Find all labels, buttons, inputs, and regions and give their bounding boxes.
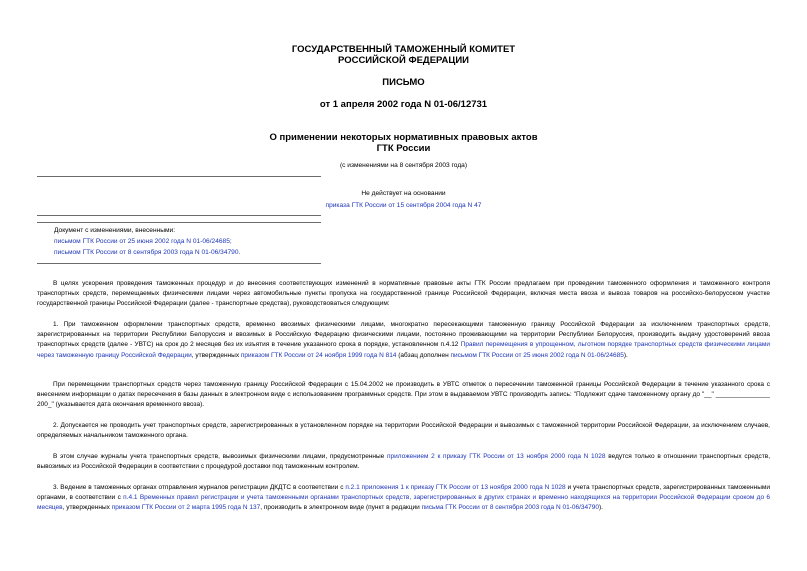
amendment-note: (с изменениями на 8 сентября 2003 года)	[339, 162, 468, 169]
org-name-line2: РОССИЙСКОЙ ФЕДЕРАЦИИ	[337, 55, 469, 66]
change-link-1[interactable]: письмом ГТК России от 25 июня 2002 года N 01-06/24685;	[54, 238, 232, 245]
paragraph-2: При перемещении транспортных средств через таможенную границу Российской Федерации с 15.04.2002 не производить в УВТС отметок о пересечении таможенной границы Российской Федерации в течение указанного срока с внесением информации о датах пересечения в базы данных в электронном виде с использованием программных средств. При этом в выдаваемом УВТС производить запись: "Подлежит сдаче таможенному органу до "__" _______________ 200_" (указывается дата окончания временного ввоза).	[37, 381, 770, 409]
status-text: Не действует на основании	[361, 190, 446, 197]
order-814-link[interactable]: приказом ГТК России от 24 ноября 1999 года N 814	[240, 351, 397, 359]
paragraph-1: 1. При таможенном оформлении транспортных средств, временно ввозимых физическими лицами, многократно пересекающими таможенную границу Российской Федерации за исключением транспортных средств, зарегистрированных на территории Республики Белоруссия и ввозимых в Российскую Федерацию физическими лицами, постоянно проживающими на территории Республики Белоруссия, производить выдачу удостоверений ввоза транспортных средств (далее - УВТС) на срок до 2 месяцев без их изъятия в течение указанного срока в порядке, установленном п.4.12 Правил перемещения в упрощенном, льготном порядке транспортных средств физическими лицами через таможенную границу Российской Федерации, утвержденных приказом ГТК России от 24 ноября 1999 года N 814 (абзац дополнен письмом ГТК России от 25 июня 2002 года N 01-06/24685).	[37, 321, 770, 359]
paragraph-4: В этом случае журналы учета транспортных средств, вывозимых физическими лицами, предусмотренные приложением 2 к приказу ГТК России от 13 ноября 2000 года N 1028 ведутся только в отношении транспортных средств, вывозимых из Российской Федерации в соответствии с процедурой доставки под таможенным контролем.	[37, 453, 771, 471]
divider	[37, 176, 321, 177]
temporary-rules-link[interactable]: п.4.1 Временных правил регистрации и учета таможенными органами транспортных средств, зарегистрированных в других странах и временно находящихся на территории Российской Федерации сроком до 6 месяцев	[37, 494, 770, 512]
org-name-line1: ГОСУДАРСТВЕННЫЙ ТАМОЖЕННЫЙ КОМИТЕТ	[291, 44, 516, 55]
order-137-link[interactable]: приказом ГТК России от 2 марта 1995 года N 137	[111, 504, 261, 512]
document-date-number: от 1 апреля 2002 года N 01-06/12731	[319, 99, 488, 110]
change-link-2[interactable]: письмом ГТК России от 8 сентября 2003 года N 01-06/34790.	[54, 249, 241, 256]
paragraph-3: 2. Допускается не проводить учет транспортных средств, зарегистрированных в установленном порядке на территории Российской Федерации и вывозимых с таможенной территории Российской Федерации, за исключением случаев, определяемых начальником таможенного органа.	[37, 422, 770, 440]
letter-34790-link[interactable]: письма ГТК России от 8 сентября 2003 года N 01-06/34790	[421, 504, 599, 512]
document-title-line1: О применении некоторых нормативных правовых актов	[269, 132, 538, 143]
divider	[37, 263, 321, 264]
divider	[37, 222, 321, 223]
changes-label: Документ с изменениями, внесенными:	[54, 227, 176, 234]
order-1028-appendix1-link[interactable]: п.2.1 приложения 1 к приказу ГТК России от 13 ноября 2000 года N 1028	[345, 484, 566, 491]
rules-link[interactable]: Правил перемещения в упрощенном, льготном порядке транспортных средств физическими лицами через таможенную границу Российской Федерации	[37, 341, 770, 359]
document-type: ПИСЬМО	[382, 77, 425, 88]
paragraph-5: 3. Ведение в таможенных органах отправления журналов регистрации ДКДТС в соответствии с п.2.1 приложения 1 к приказу ГТК России от 13 ноября 2000 года N 1028 и учета транспортных средств, зарегистрированных таможенными органами, в соответствии с п.4.1 Временных правил регистрации и учета таможенными органами транспортных средств, зарегистрированных в других странах и временно находящихся на территории Российской Федерации сроком до 6 месяцев, утвержденных приказом ГТК России от 2 марта 1995 года N 137, производить в электронном виде (пункт в редакции письма ГТК России от 8 сентября 2003 года N 01-06/34790).	[37, 484, 770, 512]
letter-24685-link[interactable]: письмом ГТК России от 25 июня 2002 года N 01-06/24685	[450, 351, 624, 359]
status-repeal-link[interactable]: приказа ГТК России от 15 сентября 2004 года N 47	[325, 202, 482, 209]
order-1028-appendix2-link[interactable]: приложением 2 к приказу ГТК России от 13 ноября 2000 года N 1028	[387, 453, 606, 460]
document-title-line2: ГТК России	[376, 143, 431, 154]
intro-paragraph: В целях ускорения проведения таможенных процедур и до внесения соответствующих изменений в нормативные правовые акты ГТК России предлагаем при проведении таможенного оформления и таможенного контроля транспортных средств, перемещаемых физическими лицами через автомобильные пункты пропуска на государственной границе Российской Федерации, включая места ввоза и вывоза товаров на российско-белорусском участке государственной границы Российской Федерации (далее - транспортные средства), руководствоваться следующим:	[37, 280, 770, 308]
divider	[37, 215, 321, 216]
